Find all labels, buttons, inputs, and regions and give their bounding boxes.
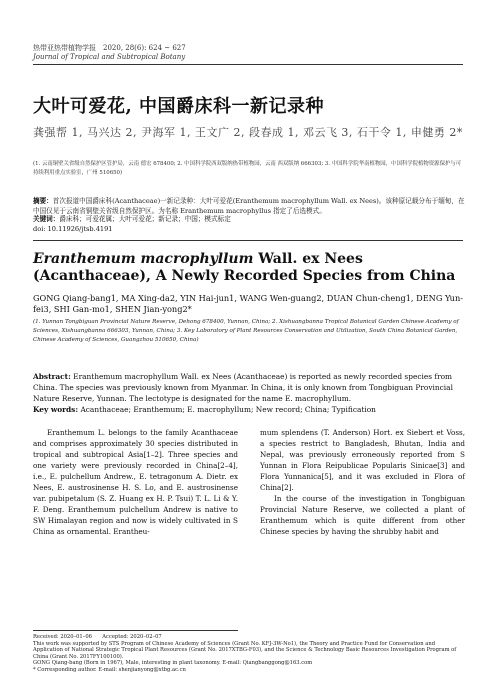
english-keywords [33, 404, 465, 415]
footnotes [33, 634, 465, 674]
chinese-abstract-label: 摘要： [33, 197, 53, 205]
journal-name-en: Journal of Tropical and Subtropical Botany [33, 53, 186, 61]
chinese-keywords-text: 爵床科；可爱花属；大叶可爱花；新记录；中国；模式标定 [59, 215, 231, 223]
body-paragraph: In the course of the investigation in Tongbiguan Provincial Nature Reserve, we collected a plant of Eranthemum which is quite different from other Chinese species by having the shrubby habit and [260, 494, 465, 536]
footnote-rule [33, 630, 238, 631]
chinese-keywords [33, 214, 465, 224]
english-keywords-label: Key words: [33, 405, 79, 414]
chinese-abstract [33, 196, 465, 216]
english-abstract [33, 371, 465, 404]
journal-header [33, 44, 186, 62]
english-authors: GONG Qiang-bang1, MA Xing-da2, YIN Hai-jun1, WANG Wen-guang2, DUAN Chun-cheng1, DENG Yun-fei3, SHI Gan-mo1, SHEN Jian-yong2* [33, 293, 463, 314]
english-keywords-text: Acanthaceae; Eranthemum; E. macrophyllum; New record; China; Typification [80, 405, 376, 414]
english-title-species: Eranthemum macrophyllum [33, 251, 254, 267]
english-abstract-text: Eranthemum macrophyllum Wall. ex Nees (Acanthaceae) is reported as newly recorded species from China. The species was previously known from Myanmar. In China, it is only known from Tongbiguan Provincial Nature Reserve, Yunnan. The lectotype is designated for the name E. macrophyllum. [33, 372, 453, 403]
english-abstract-label: Abstract: [33, 372, 71, 381]
footnote-funding: This work was supported by STS Program of Chinese Academy of Sciences (Grant No. KFJ-3W-No1), the Theory and Practice Fund for Conservation and Application of National Strategic Tropical Plant Resources (Grant No. 2017XTBG-F03), and the Science & Technology Basic Resources Investigation Program of China (Grant No. 2017FY100100). [33, 640, 457, 660]
english-title [33, 251, 465, 285]
body-right-column [260, 427, 465, 537]
section-rule [33, 240, 463, 241]
header-rule [33, 64, 463, 65]
chinese-abstract-text: 首次报道中国爵床科(Acanthaceae)一新记录种：大叶可爱花(Eranthemum macrophyllum Wall. ex Nees)。该种原记载分布于缅甸，在中国仅见于云南省铜壁关省级自然保护区。为名称 Eranthemum macrophyllus 指定了后选模式。 [33, 197, 465, 215]
chinese-title: 大叶可爱花, 中国爵床科一新记录种 [33, 96, 325, 117]
english-title-rest: Wall. ex Nees (Acanthaceae), A Newly Recorded Species from China [33, 251, 456, 284]
footnote-corresponding: * Corresponding author. E-mail: shenjianyong@xtbg.ac.cn [33, 666, 186, 673]
english-affiliation: (1. Yunnan Tongbiguan Provincial Nature Reserve, Dehong 678400, Yunnan, China; 2. Xishuangbanna Tropical Botanical Garden Chinese Academy of Sciences, Xishuangbanna 666303, Yunnan, China; 3. Key Laboratory of Plant Resources Conservation and Utilization, South China Botanical Garden, Chinese Academy of Sciences, Guangzhou 510650, China) [33, 319, 459, 343]
footnote-received: Received: 2020–01–06 Accepted: 2020–02–07 [33, 634, 162, 640]
body-paragraph: Eranthemum L. belongs to the family Acanthaceae and comprises approximately 30 species distributed in tropical and subtropical Asia[1–2]. Three species and one variety were previously recorded in China[2–4], i.e., E. pulchellum Andrew., E. tetragonum A. Dietr. ex Nees, E. austrosinense H. S. Lo, and E. austrosinense var. pubipetalum (S. Z. Huang ex H. P. Tsui) T. L. Li & Y. F. Deng. Eranthemum pulchellum Andrew is native to SW Himalayan region and now is widely cultivated in S China as ornamental. Erantheu- [33, 428, 238, 536]
journal-name-cn: 热带亚热带植物学报 2020, 28(6): 624 ~ 627 [33, 44, 186, 52]
chinese-affiliation: (1. 云南铜壁关省级自然保护区管护局，云南 德宏 678400; 2. 中国科学院西双版纳热带植物园，云南 西双版纳 666303; 3. 中国科学院华南植物园，中国科学院植物资源保护与可持续利用重点实验室，广州 510650) [33, 161, 462, 176]
chinese-keywords-label: 关键词： [33, 215, 60, 223]
body-paragraph-continued: mum splendens (T. Anderson) Hort. ex Siebert et Voss, a species restrict to Bangladesh, Bhutan, India and Nepal, was previously erroneously reported from S Yunnan in Flora Reipublicae Popularis Sinicae[3] and Flora Yunnanica[5], and it was excluded in Flora of China[2]. [260, 428, 465, 492]
body-left-column [33, 427, 238, 537]
doi[interactable]: doi: 10.11926/jtsb.4191 [33, 225, 113, 233]
chinese-authors: 龚强帮 1, 马兴达 2, 尹海军 1, 王文广 2, 段春成 1, 邓云飞 3, 石干令 1, 申健勇 2* [33, 126, 463, 139]
footnote-author: GONG Qiang-bang (Born in 1967), Male, interesting in plant taxonomy. E-mail: Qiangbanggong@163.com [33, 660, 313, 667]
